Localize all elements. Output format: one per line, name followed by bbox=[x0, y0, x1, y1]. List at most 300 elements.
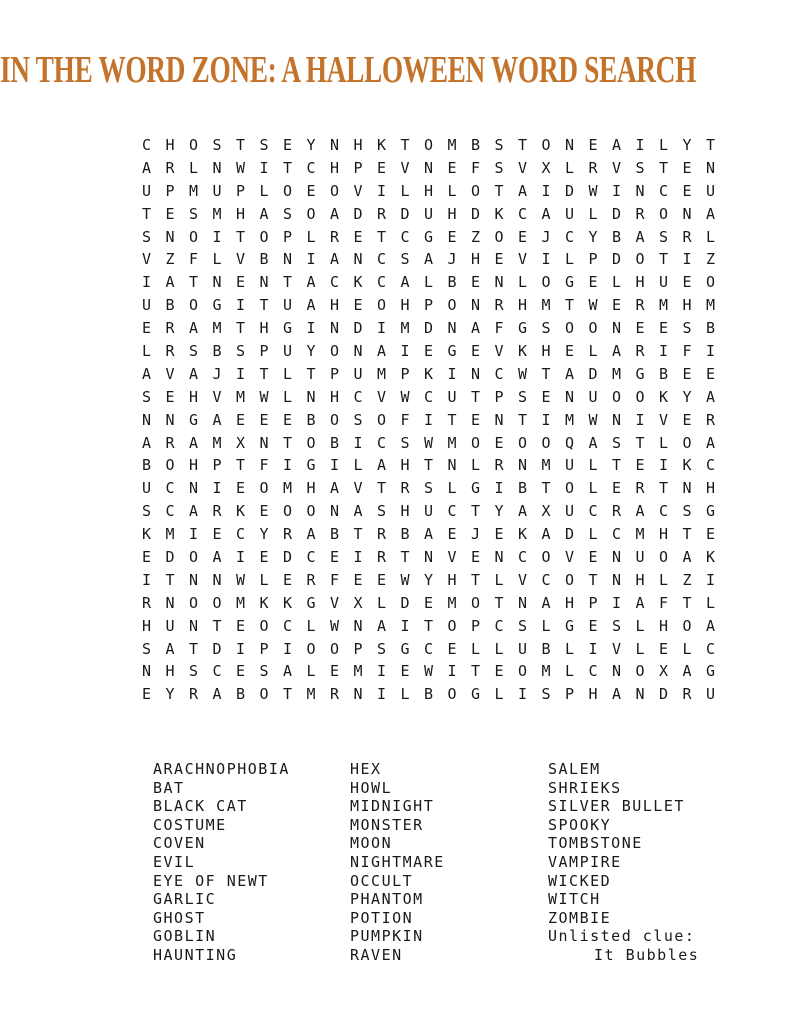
grid-letter: E bbox=[682, 158, 692, 177]
grid-letter: X bbox=[353, 593, 363, 612]
grid-letter: T bbox=[189, 639, 199, 658]
word-list-item: WITCH bbox=[548, 890, 601, 909]
grid-letter: K bbox=[494, 204, 504, 223]
grid-letter: N bbox=[447, 319, 457, 338]
grid-letter: F bbox=[682, 342, 692, 361]
grid-letter: S bbox=[659, 227, 669, 246]
grid-letter: B bbox=[706, 319, 716, 338]
grid-letter: O bbox=[424, 136, 434, 154]
word-list-item: It Bubbles bbox=[594, 945, 700, 964]
grid-letter: B bbox=[330, 525, 340, 544]
grid-letter: N bbox=[165, 227, 175, 246]
grid-letter: N bbox=[424, 158, 434, 177]
grid-letter: A bbox=[541, 593, 551, 612]
grid-letter: T bbox=[189, 273, 199, 292]
grid-letter: Z bbox=[165, 250, 175, 269]
grid-letter: V bbox=[330, 593, 340, 612]
grid-letter: T bbox=[236, 456, 246, 475]
grid-letter: T bbox=[165, 570, 175, 589]
grid-letter: E bbox=[236, 662, 246, 681]
grid-letter: A bbox=[541, 525, 551, 544]
grid-letter: C bbox=[706, 456, 716, 475]
grid-letter: N bbox=[353, 250, 363, 269]
grid-letter: E bbox=[142, 319, 152, 338]
grid-row bbox=[142, 317, 730, 340]
grid-letter: G bbox=[565, 273, 575, 292]
grid-letter: A bbox=[377, 616, 387, 635]
grid-letter: A bbox=[706, 433, 716, 452]
grid-letter: A bbox=[612, 685, 622, 704]
grid-letter: T bbox=[283, 685, 293, 704]
grid-letter: T bbox=[236, 227, 246, 246]
grid-letter: C bbox=[612, 525, 622, 544]
grid-letter: H bbox=[330, 296, 340, 315]
grid-letter: I bbox=[494, 479, 504, 498]
grid-letter: H bbox=[682, 296, 692, 315]
grid-letter: V bbox=[142, 250, 152, 269]
grid-letter: H bbox=[330, 158, 340, 177]
grid-letter: L bbox=[283, 364, 293, 383]
grid-letter: E bbox=[494, 433, 504, 452]
grid-letter: T bbox=[518, 410, 528, 429]
grid-letter: I bbox=[706, 570, 716, 589]
grid-letter: F bbox=[471, 158, 481, 177]
grid-letter: O bbox=[447, 685, 457, 704]
grid-letter: O bbox=[330, 342, 340, 361]
grid-letter: H bbox=[189, 387, 199, 406]
grid-letter: A bbox=[212, 548, 222, 567]
grid-letter: R bbox=[494, 456, 504, 475]
grid-letter: R bbox=[283, 525, 293, 544]
grid-letter: B bbox=[142, 456, 152, 475]
grid-row bbox=[142, 660, 730, 683]
grid-letter: K bbox=[659, 387, 669, 406]
grid-letter: O bbox=[283, 502, 293, 521]
grid-letter: P bbox=[330, 364, 340, 383]
grid-letter: X bbox=[236, 433, 246, 452]
grid-letter: I bbox=[377, 662, 387, 681]
grid-letter: M bbox=[541, 296, 551, 315]
word-list-item: VAMPIRE bbox=[548, 852, 622, 871]
grid-row bbox=[142, 226, 730, 249]
grid-letter: I bbox=[424, 410, 434, 429]
grid-letter: L bbox=[306, 227, 316, 246]
grid-letter: C bbox=[400, 227, 410, 246]
grid-row bbox=[142, 294, 730, 317]
grid-letter: D bbox=[612, 250, 622, 269]
word-list-item: HEX bbox=[350, 760, 382, 778]
grid-letter: C bbox=[588, 662, 598, 681]
grid-letter: V bbox=[353, 479, 363, 498]
grid-letter: R bbox=[189, 685, 199, 704]
grid-letter: S bbox=[400, 250, 410, 269]
grid-row bbox=[142, 363, 730, 386]
grid-letter: E bbox=[612, 296, 622, 315]
grid-letter: N bbox=[189, 479, 199, 498]
grid-letter: E bbox=[142, 548, 152, 567]
grid-letter: A bbox=[283, 662, 293, 681]
word-list-item: COSTUME bbox=[153, 815, 227, 834]
grid-letter: H bbox=[706, 479, 716, 498]
grid-letter: H bbox=[424, 181, 434, 200]
grid-letter: U bbox=[706, 181, 716, 200]
grid-letter: C bbox=[142, 136, 152, 154]
grid-letter: U bbox=[283, 342, 293, 361]
grid-letter: O bbox=[635, 250, 645, 269]
grid-letter: Z bbox=[706, 250, 716, 269]
grid-letter: P bbox=[212, 456, 222, 475]
grid-letter: T bbox=[377, 479, 387, 498]
grid-letter: S bbox=[353, 410, 363, 429]
grid-letter: G bbox=[565, 616, 575, 635]
grid-letter: W bbox=[330, 616, 340, 635]
grid-letter: D bbox=[353, 319, 363, 338]
grid-letter: E bbox=[588, 273, 598, 292]
grid-letter: V bbox=[212, 387, 222, 406]
grid-letter: L bbox=[471, 456, 481, 475]
grid-letter: P bbox=[283, 227, 293, 246]
grid-letter: R bbox=[330, 227, 340, 246]
grid-letter: L bbox=[659, 433, 669, 452]
grid-letter: A bbox=[330, 204, 340, 223]
word-list-item: Unlisted clue: bbox=[548, 927, 696, 946]
grid-letter: S bbox=[635, 158, 645, 177]
grid-letter: L bbox=[377, 593, 387, 612]
grid-letter: A bbox=[518, 502, 528, 521]
grid-letter: D bbox=[565, 181, 575, 200]
grid-letter: A bbox=[588, 433, 598, 452]
grid-letter: P bbox=[259, 639, 269, 658]
word-list-item: EYE OF NEWT bbox=[153, 871, 269, 890]
grid-letter: B bbox=[612, 227, 622, 246]
grid-letter: T bbox=[306, 364, 316, 383]
grid-letter: M bbox=[541, 456, 551, 475]
grid-letter: U bbox=[165, 616, 175, 635]
letter-grid bbox=[142, 134, 730, 706]
grid-letter: Y bbox=[259, 525, 269, 544]
grid-letter: O bbox=[588, 319, 598, 338]
grid-letter: I bbox=[283, 456, 293, 475]
grid-letter: S bbox=[377, 502, 387, 521]
grid-letter: I bbox=[682, 250, 692, 269]
grid-letter: S bbox=[612, 433, 622, 452]
grid-letter: S bbox=[541, 685, 551, 704]
grid-letter: V bbox=[353, 181, 363, 200]
grid-letter: N bbox=[706, 158, 716, 177]
grid-letter: O bbox=[541, 136, 551, 154]
grid-letter: I bbox=[541, 181, 551, 200]
grid-letter: R bbox=[706, 410, 716, 429]
grid-row bbox=[142, 203, 730, 226]
grid-letter: A bbox=[377, 342, 387, 361]
grid-letter: N bbox=[447, 456, 457, 475]
grid-letter: Y bbox=[494, 502, 504, 521]
grid-letter: B bbox=[447, 273, 457, 292]
grid-letter: S bbox=[142, 502, 152, 521]
grid-letter: V bbox=[377, 387, 387, 406]
grid-letter: A bbox=[165, 639, 175, 658]
grid-letter: K bbox=[518, 525, 528, 544]
grid-letter: T bbox=[259, 296, 269, 315]
grid-letter: N bbox=[212, 570, 222, 589]
grid-letter: U bbox=[635, 548, 645, 567]
grid-letter: C bbox=[377, 273, 387, 292]
grid-row bbox=[142, 134, 730, 157]
grid-letter: M bbox=[212, 433, 222, 452]
grid-letter: V bbox=[518, 158, 528, 177]
grid-letter: T bbox=[471, 570, 481, 589]
grid-letter: L bbox=[706, 227, 716, 246]
grid-letter: A bbox=[259, 204, 269, 223]
grid-letter: E bbox=[236, 273, 246, 292]
grid-letter: C bbox=[494, 364, 504, 383]
grid-letter: O bbox=[471, 433, 481, 452]
grid-letter: S bbox=[189, 342, 199, 361]
grid-letter: V bbox=[494, 342, 504, 361]
grid-letter: S bbox=[142, 387, 152, 406]
grid-letter: I bbox=[377, 181, 387, 200]
grid-row bbox=[142, 340, 730, 363]
grid-letter: K bbox=[377, 136, 387, 154]
grid-letter: V bbox=[565, 548, 575, 567]
grid-letter: L bbox=[565, 639, 575, 658]
grid-letter: N bbox=[189, 570, 199, 589]
word-list-item: BLACK CAT bbox=[153, 797, 248, 816]
grid-letter: T bbox=[541, 479, 551, 498]
grid-letter: E bbox=[165, 204, 175, 223]
grid-letter: O bbox=[306, 502, 316, 521]
grid-letter: G bbox=[424, 227, 434, 246]
grid-letter: W bbox=[518, 364, 528, 383]
word-list-item: TOMBSTONE bbox=[548, 834, 643, 853]
grid-letter: O bbox=[189, 296, 199, 315]
grid-letter: H bbox=[400, 502, 410, 521]
grid-letter: I bbox=[612, 593, 622, 612]
grid-letter: N bbox=[518, 456, 528, 475]
grid-letter: E bbox=[283, 136, 293, 154]
grid-letter: Y bbox=[682, 387, 692, 406]
grid-letter: E bbox=[142, 685, 152, 704]
grid-letter: K bbox=[142, 525, 152, 544]
grid-letter: G bbox=[471, 479, 481, 498]
grid-letter: A bbox=[189, 364, 199, 383]
grid-letter: J bbox=[212, 364, 222, 383]
grid-letter: Y bbox=[682, 136, 692, 154]
grid-letter: A bbox=[330, 250, 340, 269]
grid-row bbox=[142, 157, 730, 180]
grid-letter: U bbox=[353, 364, 363, 383]
grid-letter: M bbox=[353, 662, 363, 681]
grid-letter: T bbox=[588, 570, 598, 589]
grid-letter: A bbox=[471, 319, 481, 338]
grid-letter: E bbox=[236, 616, 246, 635]
word-list-item: GHOST bbox=[153, 908, 206, 927]
grid-letter: T bbox=[377, 227, 387, 246]
grid-letter: D bbox=[565, 525, 575, 544]
grid-letter: I bbox=[635, 136, 645, 154]
grid-letter: S bbox=[377, 639, 387, 658]
grid-letter: U bbox=[424, 204, 434, 223]
grid-letter: N bbox=[565, 136, 575, 154]
word-list-item: MIDNIGHT bbox=[350, 797, 435, 816]
grid-letter: I bbox=[447, 662, 457, 681]
grid-letter: A bbox=[612, 342, 622, 361]
grid-letter: P bbox=[259, 342, 269, 361]
word-list-item: RAVEN bbox=[350, 945, 403, 964]
grid-letter: D bbox=[400, 204, 410, 223]
grid-letter: L bbox=[471, 639, 481, 658]
grid-row bbox=[142, 500, 730, 523]
grid-letter: E bbox=[518, 227, 528, 246]
grid-row bbox=[142, 523, 730, 546]
grid-letter: D bbox=[283, 548, 293, 567]
grid-letter: R bbox=[635, 296, 645, 315]
grid-letter: N bbox=[518, 593, 528, 612]
grid-letter: W bbox=[400, 570, 410, 589]
grid-letter: S bbox=[400, 433, 410, 452]
grid-letter: I bbox=[353, 433, 363, 452]
grid-letter: K bbox=[424, 364, 434, 383]
grid-letter: Q bbox=[565, 433, 575, 452]
grid-letter: A bbox=[635, 502, 645, 521]
grid-letter: L bbox=[612, 273, 622, 292]
grid-letter: A bbox=[306, 525, 316, 544]
grid-letter: F bbox=[189, 250, 199, 269]
grid-letter: V bbox=[236, 250, 246, 269]
grid-letter: N bbox=[494, 273, 504, 292]
word-list-item: POTION bbox=[350, 908, 414, 927]
grid-letter: R bbox=[377, 548, 387, 567]
grid-letter: R bbox=[682, 227, 692, 246]
grid-letter: N bbox=[165, 410, 175, 429]
grid-row bbox=[142, 409, 730, 432]
grid-letter: Y bbox=[306, 342, 316, 361]
grid-letter: F bbox=[494, 319, 504, 338]
grid-letter: E bbox=[682, 181, 692, 200]
grid-letter: R bbox=[635, 479, 645, 498]
grid-letter: O bbox=[659, 548, 669, 567]
grid-letter: J bbox=[541, 227, 551, 246]
grid-letter: A bbox=[142, 433, 152, 452]
grid-letter: W bbox=[588, 181, 598, 200]
grid-letter: T bbox=[400, 548, 410, 567]
grid-letter: M bbox=[306, 685, 316, 704]
grid-letter: T bbox=[212, 616, 222, 635]
grid-letter: U bbox=[142, 479, 152, 498]
grid-letter: I bbox=[706, 342, 716, 361]
grid-letter: Z bbox=[682, 570, 692, 589]
grid-letter: N bbox=[471, 296, 481, 315]
grid-letter: P bbox=[424, 296, 434, 315]
grid-letter: H bbox=[659, 525, 669, 544]
grid-letter: E bbox=[283, 570, 293, 589]
grid-letter: C bbox=[447, 502, 457, 521]
grid-letter: S bbox=[682, 319, 692, 338]
grid-letter: T bbox=[236, 319, 246, 338]
grid-letter: C bbox=[283, 616, 293, 635]
grid-letter: S bbox=[283, 204, 293, 223]
grid-letter: A bbox=[189, 433, 199, 452]
grid-letter: T bbox=[565, 296, 575, 315]
grid-letter: U bbox=[142, 181, 152, 200]
grid-letter: N bbox=[424, 548, 434, 567]
grid-letter: I bbox=[259, 158, 269, 177]
grid-letter: U bbox=[424, 502, 434, 521]
grid-letter: E bbox=[706, 525, 716, 544]
grid-letter: U bbox=[565, 456, 575, 475]
grid-letter: E bbox=[471, 342, 481, 361]
grid-letter: A bbox=[353, 502, 363, 521]
grid-letter: T bbox=[142, 204, 152, 223]
grid-letter: L bbox=[259, 181, 269, 200]
grid-letter: A bbox=[377, 456, 387, 475]
grid-letter: A bbox=[682, 548, 692, 567]
grid-letter: L bbox=[494, 639, 504, 658]
grid-letter: H bbox=[565, 593, 575, 612]
grid-letter: W bbox=[424, 662, 434, 681]
grid-letter: T bbox=[259, 364, 269, 383]
grid-letter: E bbox=[353, 227, 363, 246]
grid-letter: O bbox=[682, 433, 692, 452]
grid-letter: R bbox=[400, 479, 410, 498]
grid-letter: C bbox=[541, 570, 551, 589]
grid-letter: B bbox=[306, 410, 316, 429]
grid-letter: U bbox=[588, 387, 598, 406]
grid-letter: A bbox=[212, 685, 222, 704]
grid-letter: C bbox=[659, 502, 669, 521]
grid-letter: I bbox=[283, 639, 293, 658]
grid-letter: G bbox=[447, 342, 457, 361]
grid-letter: R bbox=[682, 685, 692, 704]
grid-letter: A bbox=[189, 319, 199, 338]
grid-letter: E bbox=[447, 525, 457, 544]
grid-letter: S bbox=[682, 502, 692, 521]
grid-letter: B bbox=[330, 433, 340, 452]
grid-letter: S bbox=[259, 136, 269, 154]
grid-letter: O bbox=[447, 296, 457, 315]
grid-letter: E bbox=[400, 662, 410, 681]
word-list-item: ARACHNOPHOBIA bbox=[153, 760, 290, 778]
grid-letter: E bbox=[330, 548, 340, 567]
grid-letter: O bbox=[165, 456, 175, 475]
grid-letter: Y bbox=[306, 136, 316, 154]
word-list-item: SHRIEKS bbox=[548, 778, 622, 797]
grid-letter: M bbox=[565, 410, 575, 429]
grid-letter: A bbox=[612, 136, 622, 154]
grid-letter: T bbox=[659, 479, 669, 498]
grid-letter: R bbox=[377, 525, 387, 544]
grid-letter: A bbox=[635, 227, 645, 246]
grid-letter: N bbox=[353, 685, 363, 704]
grid-letter: O bbox=[682, 616, 692, 635]
grid-letter: V bbox=[165, 364, 175, 383]
grid-row bbox=[142, 592, 730, 615]
grid-letter: D bbox=[212, 639, 222, 658]
grid-letter: O bbox=[330, 639, 340, 658]
grid-letter: T bbox=[518, 136, 528, 154]
grid-letter: H bbox=[330, 387, 340, 406]
grid-letter: O bbox=[706, 273, 716, 292]
grid-letter: P bbox=[353, 639, 363, 658]
grid-letter: R bbox=[635, 204, 645, 223]
grid-letter: A bbox=[306, 273, 316, 292]
grid-letter: G bbox=[283, 319, 293, 338]
grid-row bbox=[142, 454, 730, 477]
grid-letter: B bbox=[400, 525, 410, 544]
grid-letter: G bbox=[212, 296, 222, 315]
grid-letter: N bbox=[682, 204, 692, 223]
grid-letter: C bbox=[377, 433, 387, 452]
